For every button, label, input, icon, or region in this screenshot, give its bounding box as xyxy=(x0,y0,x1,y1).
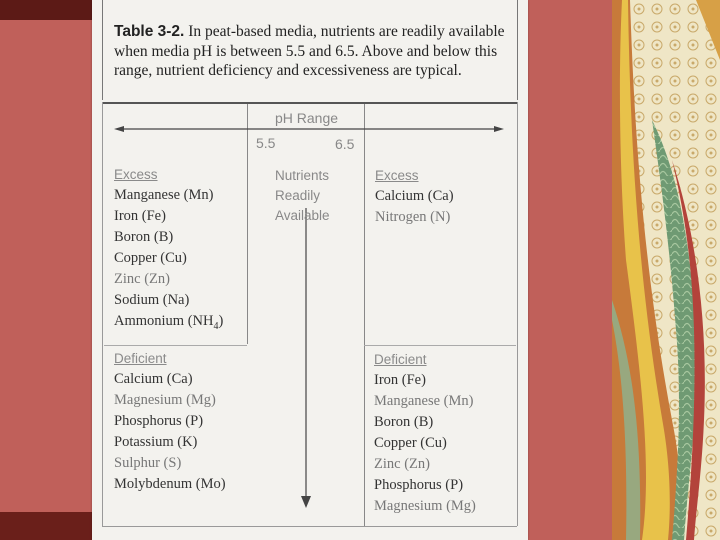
ph-range-double-arrow xyxy=(114,126,504,132)
list-item: Nitrogen (N) xyxy=(375,209,451,225)
right-section-divider xyxy=(364,345,516,346)
table-caption-label: Table 3-2. xyxy=(114,23,185,40)
list-item: Sodium (Na) xyxy=(114,292,190,308)
ph-5-5-divider xyxy=(247,104,248,344)
list-item: Iron (Fe) xyxy=(374,372,426,388)
list-item: Magnesium (Mg) xyxy=(114,392,216,408)
list-item: Zinc (Zn) xyxy=(374,456,430,472)
ph-low-value: 5.5 xyxy=(256,135,276,151)
list-item: Sulphur (S) xyxy=(114,455,182,471)
table-caption xyxy=(114,22,514,81)
nutrients-line-3: Available xyxy=(275,208,330,223)
list-item: Copper (Cu) xyxy=(374,435,447,451)
nutrients-line-1: Nutrients xyxy=(275,168,330,183)
list-item: Boron (B) xyxy=(374,414,434,430)
availability-down-arrow xyxy=(300,208,312,508)
table-frame-left xyxy=(102,102,103,526)
frame-line-left xyxy=(102,0,103,100)
list-item: Molybdenum (Mo) xyxy=(114,476,226,492)
list-item: Ammonium $(NH_4)$ xyxy=(114,313,224,332)
left-deficient-header: Deficient xyxy=(114,351,167,366)
decorative-fabric-pattern xyxy=(612,0,720,540)
list-item: Iron (Fe) xyxy=(114,208,166,224)
table-caption-text: In peat-based media, nutrients are readily available when media pH is between 5.5 and 6.5. Above and below this range, nutrient deficiency and excessiveness are typical. xyxy=(114,23,505,79)
right-excess-list xyxy=(375,165,454,228)
nutrients-available-label xyxy=(275,166,330,226)
list-item: Boron (B) xyxy=(114,229,174,245)
list-item: Calcium (Ca) xyxy=(114,371,193,387)
left-excess-list xyxy=(114,164,223,337)
list-item: Copper (Cu) xyxy=(114,250,187,266)
ph-high-value: 6.5 xyxy=(335,136,355,152)
ph-6-5-divider xyxy=(364,104,365,526)
list-item: Magnesium (Mg) xyxy=(374,498,476,514)
table-frame-right xyxy=(517,102,518,526)
list-item: Phosphorus (P) xyxy=(374,477,464,493)
list-item: Calcium (Ca) xyxy=(375,188,454,204)
table-frame-bottom xyxy=(102,526,517,527)
list-item: Manganese (Mn) xyxy=(114,187,214,203)
right-deficient-list xyxy=(374,349,476,517)
list-item: Potassium (K) xyxy=(114,434,198,450)
left-deficient-list xyxy=(114,348,226,495)
list-item: Phosphorus (P) xyxy=(114,413,204,429)
right-excess-header: Excess xyxy=(375,168,419,183)
list-item: Manganese (Mn) xyxy=(374,393,474,409)
table-top-rule xyxy=(102,102,517,104)
frame-line-right xyxy=(517,0,518,100)
left-section-divider xyxy=(104,345,247,346)
nutrients-line-2: Readily xyxy=(275,188,321,203)
list-item: Zinc (Zn) xyxy=(114,271,170,287)
ph-range-label: pH Range xyxy=(275,110,339,126)
left-excess-header: Excess xyxy=(114,167,158,182)
right-deficient-header: Deficient xyxy=(374,352,427,367)
textbook-page xyxy=(92,0,528,540)
